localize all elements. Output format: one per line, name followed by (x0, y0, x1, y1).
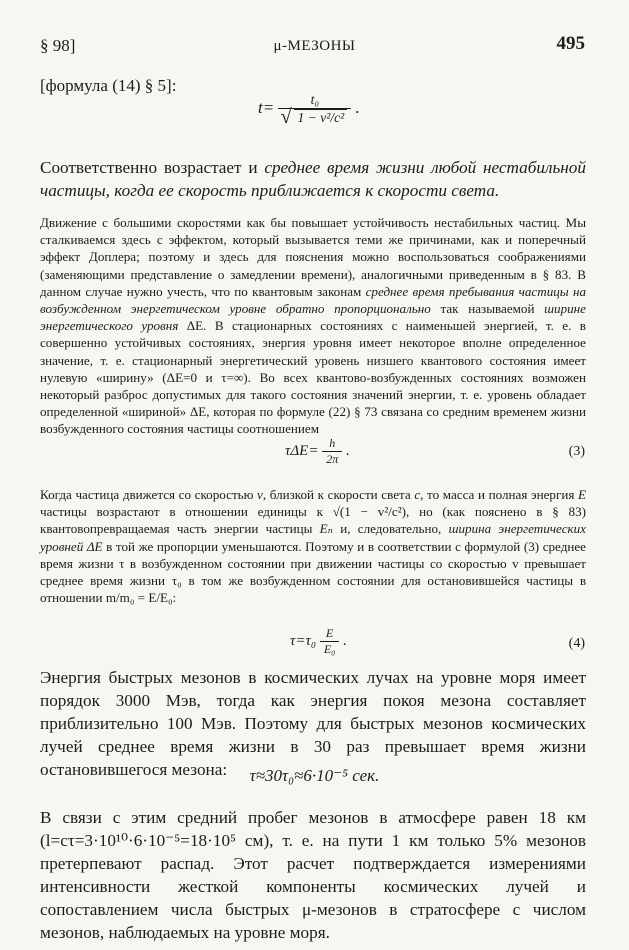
formula-time-dilation: t= t₀ √ 1 − v²/c² . (258, 92, 360, 126)
formula-meson-lifetime: τ≈30τ₀≈6·10⁻⁵ сек. (249, 766, 380, 785)
paragraph-stability: Движение с большими скоростями как бы повышает устойчивость нестабильных частиц. Мы сталкиваемся здесь с эффектом, который вызывается теми же причинами, как и поперечный эффект Доплера; поэтому и здесь для пояснения можно воспользоваться соображениями (заменяющими представление о замедлении времени), аналогичными приведенным в § 83. В данном случае нужно учесть, что по квантовым законам среднее время пребывания частицы на возбужденном энергетическом уровне обратно пропорционально так называемой ширине энергетического уровня ΔE. В стационарных состояниях с наименьшей энергией, т. е. в совершенно устойчивых состояниях, энергия уровня имеет некоторое вполне определенное значение, т. е. стационарный энергетический уровень низшего квантового состояния имеет нулевую «ширину» (ΔE=0 и τ=∞). Во всех квантово-возбужденных состояниях возможен некоторый разброс допустимых для такого состояния значений энергии, т. е. уровень обладает определенной «шириной» ΔE, которая по формуле (22) § 73 связана со средним временем жизни возбужденного состояния частицы соотношением (40, 215, 586, 437)
formula-lifetime-ratio: τ=τ₀ $\frac{E}{\text{E₀}}$ . (290, 626, 347, 656)
paragraph-mean-free-path: В связи с этим средний пробег мезонов в атмосфере равен 18 км (l=cτ=3·10¹⁰·6·10⁻⁵=18·10⁵ см), т. е. на пути 1 км только 5% мезонов претерпевают распад. Этот расчет подтверждается измерениями интенсивности жесткой компоненты космических лучей и сопоставлением числа быстрых μ-мезонов в стратосфере с числом мезонов, наблюдаемых на уровне моря. (40, 808, 586, 942)
formula-uncertainty: τΔE= $\frac{h}{2\pi}$ . (285, 436, 350, 466)
section-ref: § 98] (40, 36, 76, 55)
formula-reference: [формула (14) § 5]: (40, 76, 177, 95)
running-title: μ-МЕЗОНЫ (273, 38, 356, 54)
equation-number-3: (3) (568, 444, 585, 459)
equation-number-4: (4) (568, 636, 585, 651)
paragraph-lifetime: Соответственно возрастает и среднее время жизни любой нестабильной частицы, когда ее скорость приближается к скорости света. (40, 158, 586, 200)
paragraph-cosmic-mesons: Энергия быстрых мезонов в космических лучах на уровне моря имеет порядок 3000 Мэв, тогда как энергия покоя мезона составляет приблизительно 100 Мэв. Поэтому для быстрых мезонов космических лучей среднее время жизни в 30 раз превышает время жизни остановившегося мезона: (40, 668, 586, 779)
page-number: 495 (556, 33, 585, 54)
paragraph-energy: Когда частица движется со скоростью v, близкой к скорости света c, то масса и полная энергия E частицы возрастают в отношении единицы к √(1 − v²/c²), но (как пояснено в § 83) квантовопревращаемая часть энергии частицы Eₙ и, следовательно, ширина энергетических уровней ΔE в той же пропорции уменьшаются. Поэтому и в соответствии с формулой (3) среднее время жизни τ в возбужденном состоянии при движении частицы со скоростью v превышает среднее время жизни τ₀ в том же возбужденном состоянии для остановившейся частицы в отношении m/m₀ = E/E₀: (40, 487, 586, 606)
